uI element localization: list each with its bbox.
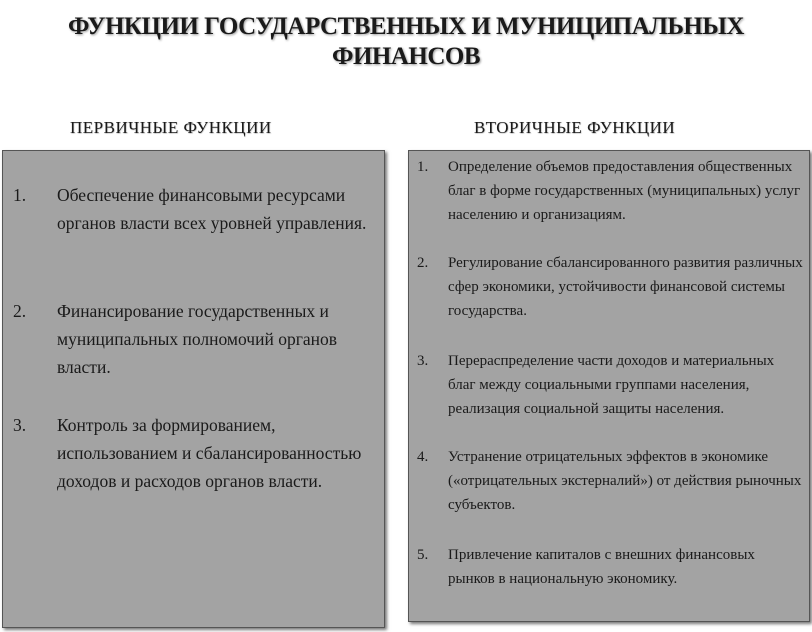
- primary-item-2: [13, 297, 380, 381]
- secondary-item-1-text: Определение объемов предоставления общественных благ в форме государственных (муниципальных) услуг населению и организациям.: [448, 159, 801, 223]
- secondary-item-4-text: Устранение отрицательных эффектов в экономике («отрицательных экстерналий») от действия рыночных субъектов.: [448, 449, 802, 513]
- primary-item-2-text: Финансирование государственных и муниципальных полномочий органов власти.: [57, 301, 338, 377]
- primary-item-2-number: 2.: [13, 301, 27, 321]
- secondary-item-1-number: 1.: [417, 159, 429, 175]
- diagram-title: [0, 12, 812, 72]
- secondary-item-2-number: 2.: [417, 255, 429, 271]
- secondary-item-4: [417, 445, 803, 517]
- secondary-functions-heading: ВТОРИЧНЫЕ ФУНКЦИИ: [474, 118, 676, 137]
- title-line-2: ФИНАНСОВ: [331, 43, 481, 70]
- primary-item-1: [13, 181, 380, 237]
- primary-functions-heading: ПЕРВИЧНЫЕ ФУНКЦИИ: [70, 118, 272, 137]
- secondary-item-3-number: 3.: [417, 353, 429, 369]
- secondary-item-3-text: Перераспределение части доходов и материальных благ между социальными группами населения, реализация социальной защиты населения.: [448, 353, 775, 417]
- title-line-1: ФУНКЦИИ ГОСУДАРСТВЕННЫХ И МУНИЦИПАЛЬНЫХ: [68, 13, 744, 40]
- secondary-item-5-text: Привлечение капиталов с внешних финансовых рынков в национальную экономику.: [448, 547, 755, 587]
- secondary-item-3: [417, 349, 803, 421]
- secondary-item-2-text: Регулирование сбалансированного развития различных сфер экономики, устойчивости финансовой системы государства.: [448, 255, 803, 319]
- secondary-item-4-number: 4.: [417, 449, 429, 465]
- primary-functions-panel: [2, 150, 385, 628]
- primary-item-1-text: Обеспечение финансовыми ресурсами органов власти всех уровней управления.: [57, 185, 367, 233]
- secondary-functions-panel: [408, 150, 810, 622]
- secondary-item-1: [417, 155, 803, 227]
- primary-item-3: [13, 411, 380, 495]
- primary-item-3-text: Контроль за формированием, использованием и сбалансированностью доходов и расходов органов власти.: [57, 415, 362, 491]
- primary-item-1-number: 1.: [13, 185, 27, 205]
- primary-item-3-number: 3.: [13, 415, 27, 435]
- secondary-item-5-number: 5.: [417, 547, 429, 563]
- secondary-item-5: [417, 543, 803, 591]
- secondary-item-2: [417, 251, 803, 323]
